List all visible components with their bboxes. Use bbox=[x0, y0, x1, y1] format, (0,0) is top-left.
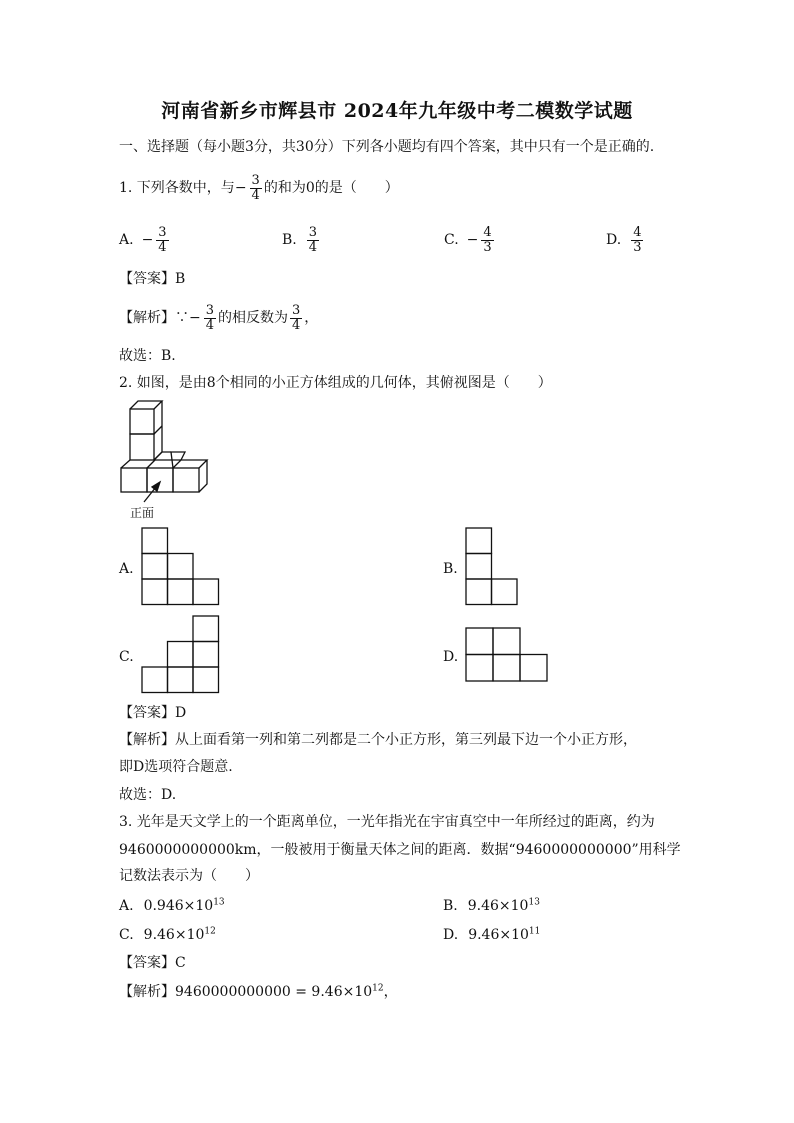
q1-frac-den: 4 bbox=[251, 187, 260, 203]
option-label: C. bbox=[119, 927, 134, 943]
option-exponent: 13 bbox=[213, 897, 225, 908]
q1-option-c bbox=[444, 222, 496, 258]
analysis-fraction-2 bbox=[290, 304, 302, 333]
q2-option-b-label: B. bbox=[443, 561, 458, 577]
option-label: A. bbox=[119, 232, 134, 248]
option-den: 4 bbox=[158, 239, 167, 255]
option-label: A. bbox=[119, 898, 134, 914]
option-fraction bbox=[481, 226, 493, 255]
q1-option-b bbox=[282, 222, 321, 258]
option-label: B. bbox=[443, 898, 458, 914]
q2-analysis-line1: 【解析】从上面看第一列和第二列都是二个小正方形，第三列最下边一个小正方形， bbox=[119, 732, 637, 748]
q3-analysis bbox=[119, 983, 398, 1001]
q1-frac-sign: − bbox=[234, 180, 247, 196]
option-label: D. bbox=[606, 232, 622, 248]
option-num: 4 bbox=[633, 224, 642, 240]
option-num: 3 bbox=[308, 224, 318, 240]
q1-analysis bbox=[119, 298, 318, 338]
analysis-prefix: 【解析】∵ bbox=[119, 310, 189, 326]
section-heading: 一、选择题（每小题3分，共30分）下列各小题均有四个答案，其中只有一个是正确的. bbox=[119, 139, 655, 155]
option-exponent: 11 bbox=[528, 926, 541, 937]
option-sign: − bbox=[466, 232, 479, 248]
analysis-mid: 的相反数为 bbox=[218, 310, 289, 326]
q1-conclusion: 故选：B. bbox=[119, 348, 176, 364]
q3-option-b bbox=[443, 897, 540, 915]
option-mantissa: 9.46×10 bbox=[468, 927, 529, 943]
option-fraction bbox=[156, 226, 168, 255]
q3-option-d bbox=[443, 926, 540, 944]
q1-option-a bbox=[119, 222, 171, 258]
q2-option-c-figure bbox=[141, 615, 221, 695]
q1-option-d bbox=[606, 222, 645, 258]
analysis-den: 4 bbox=[292, 317, 301, 333]
option-den: 3 bbox=[633, 239, 642, 255]
option-num: 4 bbox=[483, 224, 492, 240]
front-view-arrow-icon bbox=[138, 476, 168, 506]
q2-option-b-figure bbox=[465, 527, 521, 607]
q1-answer: 【答案】B bbox=[119, 271, 186, 287]
q3-option-c bbox=[119, 926, 216, 944]
analysis-suffix: ， bbox=[304, 310, 319, 326]
q1-frac-num: 3 bbox=[251, 172, 260, 188]
q2-option-a-figure bbox=[141, 527, 221, 607]
analysis-sign: − bbox=[189, 310, 201, 326]
q2-option-c-label: C. bbox=[119, 649, 134, 665]
analysis-den: 4 bbox=[205, 317, 215, 333]
option-sign: − bbox=[141, 232, 154, 248]
q2-answer: 【答案】D bbox=[119, 705, 187, 721]
option-fraction bbox=[307, 226, 319, 255]
q1-fraction bbox=[250, 174, 262, 203]
page-title: 河南省新乡市辉县市 2024年九年级中考二模数学试题 bbox=[161, 100, 633, 122]
q3-option-a bbox=[119, 897, 225, 915]
option-den: 3 bbox=[483, 239, 492, 255]
q2-option-d-label: D. bbox=[443, 649, 459, 665]
q1-stem-suffix: 的和为0的是（ ） bbox=[263, 180, 399, 196]
option-mantissa: 9.46×10 bbox=[143, 927, 205, 943]
analysis-num: 3 bbox=[292, 302, 301, 318]
option-label: B. bbox=[282, 232, 297, 248]
analysis-suffix: ， bbox=[383, 984, 398, 1000]
q2-option-a-label: A. bbox=[119, 561, 134, 577]
option-num: 3 bbox=[158, 224, 167, 240]
q2-option-d-figure bbox=[465, 627, 551, 683]
q2-conclusion: 故选：D. bbox=[119, 787, 177, 803]
q1-stem-prefix: 1. 下列各数中，与 bbox=[119, 180, 235, 196]
analysis-exponent: 12 bbox=[372, 983, 384, 994]
option-label: C. bbox=[444, 232, 459, 248]
option-mantissa: 9.46×10 bbox=[467, 898, 529, 914]
option-fraction bbox=[631, 226, 643, 255]
q2-stem: 2. 如图，是由8个相同的小正方体组成的几何体，其俯视图是（ ） bbox=[119, 375, 552, 391]
q3-answer: 【答案】C bbox=[119, 955, 186, 971]
q3-stem-line1: 3. 光年是天文学上的一个距离单位，一光年指光在宇宙真空中一年所经过的距离，约为 bbox=[119, 814, 655, 830]
option-exponent: 12 bbox=[204, 926, 216, 937]
q3-stem-line2: 9460000000000km，一般被用于衡量天体之间的距离．数据“9460000000000”用科学 bbox=[119, 842, 681, 858]
option-exponent: 13 bbox=[528, 897, 540, 908]
analysis-prefix: 【解析】9460000000000 = 9.46×10 bbox=[119, 984, 373, 1000]
option-mantissa: 0.946×10 bbox=[143, 898, 214, 914]
q2-analysis-line2: 即D选项符合题意. bbox=[119, 759, 233, 775]
front-label: 正面 bbox=[130, 506, 155, 520]
analysis-num: 3 bbox=[205, 302, 215, 318]
analysis-fraction-1 bbox=[204, 304, 216, 333]
option-label: D. bbox=[443, 927, 459, 943]
option-den: 4 bbox=[308, 239, 318, 255]
q1-stem bbox=[119, 164, 399, 212]
q3-stem-line3: 记数法表示为（ ） bbox=[119, 868, 259, 884]
